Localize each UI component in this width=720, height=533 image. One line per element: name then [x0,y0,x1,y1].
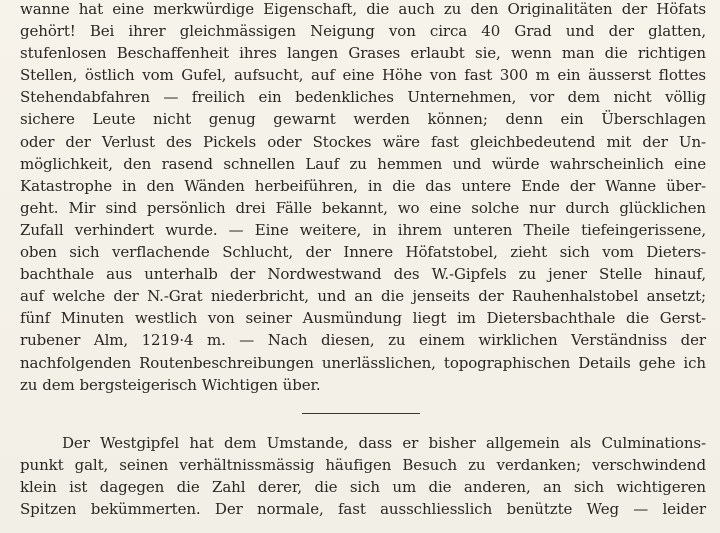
text-line: Stehendabfahren — freilich ein bedenkliches Unternehmen, vor dem nicht völlig [20,88,706,107]
text-line: Zufall verhindert wurde. — Eine weitere, in ihrem unteren Theile tiefeingerissene, [20,220,706,239]
text-line: rubener Alm, 1219·4 m. — Nach diesen, zu einem wirklichen Verständniss der [20,331,706,350]
section-divider [302,413,420,414]
text-line: Stellen, östlich vom Gufel, aufsucht, auf eine Höhe von fast 300 m ein äusserst flottes [20,66,706,85]
text-line: geht. Mir sind persönlich drei Fälle bekannt, wo eine solche nur durch glücklichen [20,198,706,217]
text-line: oben sich verflachende Schlucht, der Innere Höfatstobel, zieht sich vom Dieters- [20,243,706,262]
text-line: auf welche der N.-Grat niederbricht, und an die jenseits der Rauhenhalstobel ansetzt; [20,287,706,306]
text-line: gehört! Bei ihrer gleichmässigen Neigung von circa 40 Grad und der glatten, [20,22,706,41]
text-line: punkt galt, seinen verhältnissmässig häufigen Besuch zu verdanken; verschwindend [20,456,706,475]
text-line: oder der Verlust des Pickels oder Stockes wäre fast gleichbedeutend mit der Un- [20,132,706,151]
text-line: nachfolgenden Routenbeschreibungen unerlässlichen, topographischen Details gehe ich [20,353,706,372]
text-line: wanne hat eine merkwürdige Eigenschaft, die auch zu den Originalitäten der Höfats [20,0,706,18]
text-line: Der Westgipfel hat dem Umstande, dass er bisher allgemein als Culminations- [62,434,706,452]
text-line: zu dem bergsteigerisch Wichtigen über. [20,375,321,394]
paragraph-hoefats-description [20,0,706,396]
text-line: fünf Minuten westlich von seiner Ausmündung liegt im Dietersbachthale die Gerst- [20,309,706,328]
text-line: möglichkeit, den rasend schnellen Lauf zu hemmen und würde wahrscheinlich eine [20,154,706,173]
text-line: Katastrophe in den Wänden herbeiführen, in die das untere Ende der Wanne über- [20,176,706,195]
paragraph-westgipfel [20,432,706,520]
text-line: Spitzen bekümmerten. Der normale, fast ausschliesslich benützte Weg — leider [20,500,706,519]
text-line: bachthale aus unterhalb der Nordwestwand des W.-Gipfels zu jener Stelle hinauf, [20,265,706,284]
text-line: stufenlosen Beschaffenheit ihres langen Grases erlaubt sie, wenn man die richtigen [20,44,706,63]
text-line: sichere Leute nicht genug gewarnt werden können; denn ein Überschlagen [20,110,706,129]
text-line: klein ist dagegen die Zahl derer, die sich um die anderen, an sich wichtigeren [20,478,706,497]
